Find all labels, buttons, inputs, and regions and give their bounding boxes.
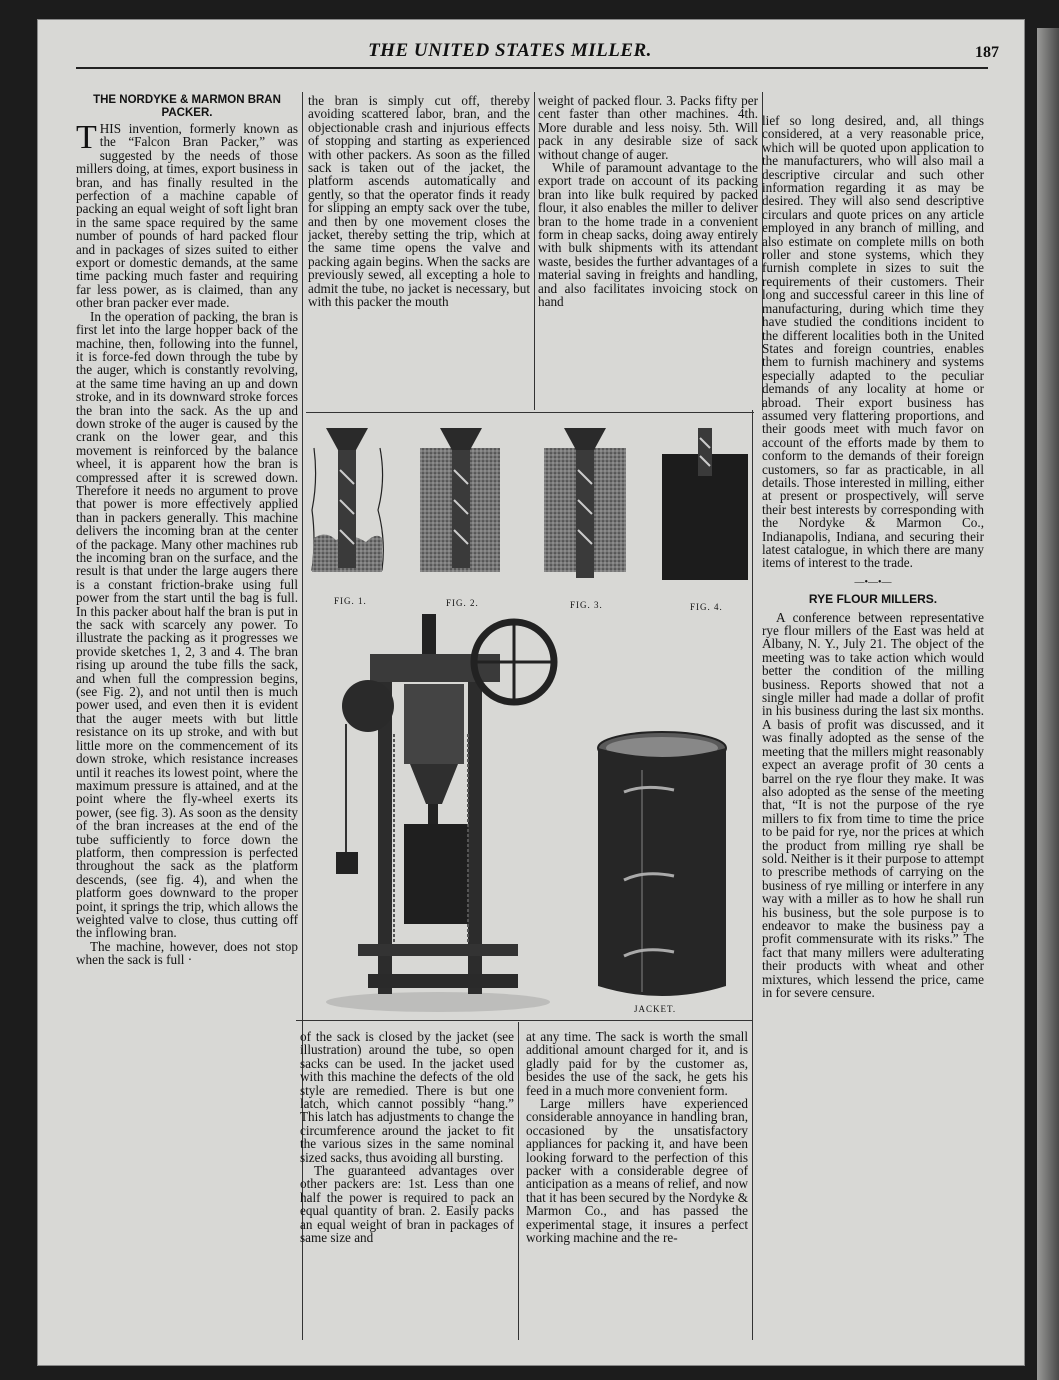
sack-sketches bbox=[306, 420, 756, 595]
figure-4-caption: FIG. 4. bbox=[690, 602, 723, 612]
header-rule bbox=[76, 67, 988, 69]
figure-1-illustration bbox=[312, 428, 383, 572]
paragraph: In the operation of packing, the bran is first let into the large hopper back of the machine, then, following into the funnel, it is force-fed down through the tube by the auger, which is constantly revolving, at the same time having an up and down stroke, and in its downward stroke forces the bran into the sack. As the up and down stroke of the auger is caused by the crank on the lower gear, and this movement is reinforced by the balance wheel, it is apparent how the bran is compressed after it is screwed down. Therefore it needs no argument to prove that power is more effectively applied than in packers generally. This machine delivers the incoming bran at the center of the package. Many other machines rub the incoming bran on the surface, and the result is that under the large augers there is a constant friction-brake using full power from the start until the bag is full. In this packer about half the bran is put in the sack with scarcely any power. To illustrate the packing as it progresses we provide sketches 1, 2, 3 and 4. The bran rising up around the tube fills the sack, and when full the compression begins, (see Fig. 2), and not until then is much power used, and even then it is evident that the auger meets with but little resistance on its up stroke, and with but little more on the commencement of its down stroke, which resistance increases until it reaches its lowest point, where the maximum pressure is attained, and at the point where the fly-wheel exerts its power, (see fig. 3). As soon as the density of the bran increases at the end of the tube sufficiently to force down the platform, then compression is perfected throughout the sack as the platform descends, (see fig. 4), and when the platform goes downward to the proper point, it springs the trip, which allows the weighted valve to close, thus cutting off the inflowing bran. bbox=[76, 308, 298, 941]
figure-2-caption: FIG. 2. bbox=[446, 598, 479, 608]
figure-2-illustration bbox=[420, 428, 500, 572]
paragraph: at any time. The sack is worth the small additional amount charged for it, and is gladly paid for by the customer as, besides the use of the sack, he gets his feed in a much more convenient form. bbox=[526, 1030, 748, 1098]
paragraph: A conference between representative rye flour millers of the East was held at Albany, N. Y., July 21. The object of the meeting was to take action which would better the condition of the milling business. Reports showed that not a single miller had made a dollar of profit in his business during the last six months. A basis of profit was discussed, and it was finally adopted as the sense of the meeting that the millers might reasonably expect an average profit of 30 cents a barrel on the rye flour they make. It was also adopted as the sense of the meeting that, “It is not the purpose of the rye millers to fix from time to time the price to be paid for rye, nor the prices at which the product from milling rye shall be sold. Neither is it their purpose to attempt to prescribe methods of carrying on the business of rye milling or interfere in any way with a miller as to how he shall run his business, but the sole purpose is to endeavor to make the business pay a profit commensurate with its risks.” The fact that many millers were adulterating their products with wheat and other mixtures, which lessend the price, came in for severe censure. bbox=[762, 609, 984, 1000]
article-first-paragraph bbox=[76, 119, 298, 311]
running-title: THE UNITED STATES MILLER. bbox=[368, 40, 652, 61]
article-headline-rye: RYE FLOUR MILLERS. bbox=[808, 592, 938, 607]
illustration-top-rule bbox=[306, 412, 754, 413]
column-3-bottom bbox=[526, 1030, 748, 1340]
column-4 bbox=[762, 114, 984, 1340]
paragraph: The guaranteed advantages over other packers are: 1st. Less than one half the power is required to pack an equal quantity of bran. 2. Easily packs an equal weight of bran in packages of same size and bbox=[300, 1163, 514, 1246]
paragraph: weight of packed flour. 3. Packs fifty per cent faster than other machines. 4th. More durable and less noisy. 5th. Will pack in any desirable size of sack without change of auger. bbox=[538, 94, 758, 162]
jacket-illustration bbox=[594, 730, 730, 1004]
column-2-top bbox=[308, 94, 530, 410]
bran-packer-machine-illustration bbox=[318, 614, 558, 1014]
page-edge bbox=[1037, 28, 1059, 1380]
column-2-bottom bbox=[300, 1030, 514, 1340]
paragraph: the bran is simply cut off, thereby avoiding scattered labor, bran, and the objectionable crash and injurious effects of stopping and starting as experienced with other packers. As soon as the filled sack is taken out of the jacket, the platform ascends automatically and gently, so that the operator finds it ready for slipping an empty sack over the tube, and then by one movement closes the jacket, thereby setting the trip, which at the same time opens the valve and packing again begins. When the sacks are previously sewed, all excepting a hole to admit the tube, no jacket is necessary, but with this packer the mouth bbox=[308, 94, 530, 310]
figure-1-caption: FIG. 1. bbox=[334, 596, 367, 606]
figure-3-caption: FIG. 3. bbox=[570, 600, 603, 610]
drop-cap: T bbox=[76, 119, 97, 156]
section-ornament: —•—•— bbox=[854, 576, 892, 588]
paragraph: While of paramount advantage to the export trade on account of its packing bran into like bulk required by packed flour, it also enables the miller to deliver bran to the home trade in a convenient form in cheap sacks, doing away entirely with bulk shipments with its attendant waste, besides the further advantages of a material saving in freights and handling, and also facilitates invoicing stock on hand bbox=[538, 160, 758, 310]
paragraph-text: HIS invention, formerly known as the “Falcon Bran Packer,” was suggested by the needs of those millers doing, at times, export business in bran, and has finally resulted in the perfection of a machine capable of packing an equal weight of soft light bran in the same space required by the same number of pounds of hard packed flour and in packages of sizes suited to either export or domestic demands, at the same time packing much faster and requiring far less power, as is claimed, than any other bran packer ever made. bbox=[76, 121, 298, 311]
column-rule-2-bottom bbox=[518, 1022, 519, 1340]
paragraph: Large millers have experienced considerable annoyance in handling bran, occasioned by the unsatisfactory appliances for packing it, and have been looking forward to the perfection of this packer with a considerable degree of anticipation as a means of relief, and now that it has been secured by the Nordyke & Marmon Co., and has passed the experimental stage, it insures a perfect working machine and the re- bbox=[526, 1096, 748, 1246]
paragraph: lief so long desired, and, all things considered, at a very reasonable price, which will be quoted upon application to the manufacturers, who will also mail a descriptive circular and such other information regarding it as may be desired. They will also send descriptive circulars and quote prices on any article employed in any branch of milling, and also estimate on complete mills on both roller and stone systems, which they furnish complete in sizes to suit the requirements of their customers. Their long and successful career in this line of manufacturing, during which time they have studied the conditions incident to the different localities both in the United States and foreign countries, enables them to furnish machinery and systems especially adapted to the peculiar demands of any locality at home or abroad. Their export business has assumed very flattering proportions, and their goods meet with much favor on account of the efforts made by them to conform to the demands of their foreign customers, so far as practicable, in all details. Those interested in milling, either at present or prospectively, will serve their best interests by corresponding with the Nordyke & Marmon Co., Indianapolis, Indiana, and securing their latest catalogue, in which there are many items of interest to the trade. bbox=[762, 114, 984, 571]
column-rule-2-top bbox=[534, 92, 535, 410]
page-number: 187 bbox=[975, 44, 999, 61]
paragraph: of the sack is closed by the jacket (see illustration) around the tube, so open sacks can be used. In the jacket used with this machine the defects of the old style are remedied. There is but one latch, which cannot possibly “hang.” This latch has adjustments to change the circumference around the jacket to fit the various sizes in the same nominal sized sacks, thus avoiding all bursting. bbox=[300, 1030, 514, 1165]
figure-4-illustration bbox=[662, 428, 748, 580]
paragraph: The machine, however, does not stop when the sack is full · bbox=[76, 938, 298, 968]
figure-3-illustration bbox=[544, 428, 626, 578]
column-1 bbox=[76, 94, 298, 1340]
article-headline: THE NORDYKE & MARMON BRAN PACKER. bbox=[93, 94, 281, 119]
column-3-top bbox=[538, 94, 758, 410]
jacket-caption: JACKET. bbox=[634, 1004, 677, 1014]
illustration-bottom-rule bbox=[296, 1020, 752, 1021]
